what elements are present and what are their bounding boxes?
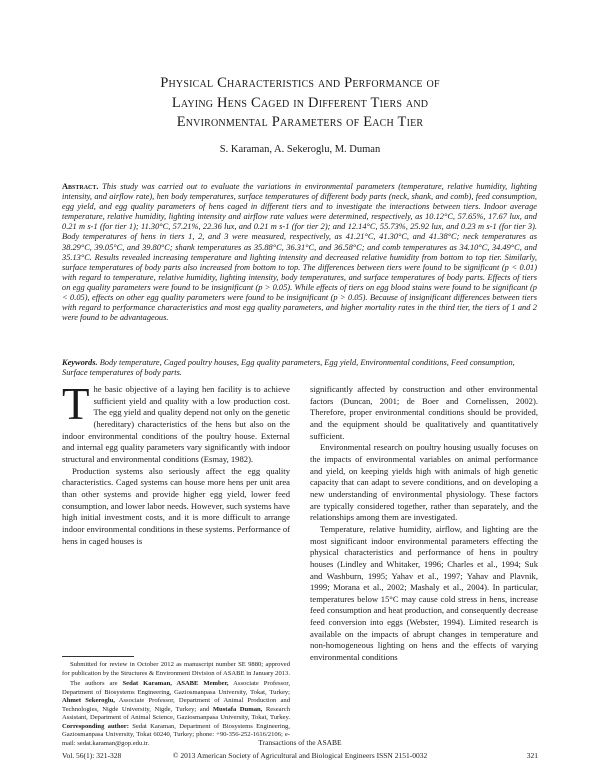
body-paragraph: significantly affected by construction and other environmental factors (Duncan, 2001; de Boer and Cornelissen, 2002). Therefore, proper environmental conditions should be provided, and the equipment should be qualitatively and quantitatively sufficient. [310,384,538,441]
author-list: S. Karaman, A. Sekeroglu, M. Duman [219,144,381,155]
journal-name: Transactions of the ASABE [258,738,342,747]
body-paragraph: Environmental research on poultry housing usually focuses on the impacts of environmental variables on animal performance and yield, on keeping yields high with animals of high genetic capacity that can adapt to severe conditions, and on developing a new understanding of environmental physiology. These factors are typically considered together, rather than separately, and the relationships among them are investigated. [310,442,538,523]
copyright: © 2013 American Society of Agricultural and Biological Engineers ISSN 2151-0032 [172,751,428,760]
body-column-right [310,384,538,664]
volume-info: Vol. 56(1): 321-328 [62,751,122,760]
footnote-rule [62,656,134,657]
footnote-text: Associate Professor, Department of Biosystems Engineering, Gaziosmanpasa University, Tokat, Turkey; [62,680,290,696]
footnote-text: Research Assistant, Department of Animal Science, Gaziosmanpasa University, Tokat, Turkey. [62,705,291,721]
abstract-text: This study was carried out to evaluate the variations in environmental parameters (temperature, relative humidity, lighting intensity, and airflow rate), hen body temperatures, surface temperatures of different body parts (neck, shank, and comb), feed consumption, egg yield, and egg quality parameters of hens caged in different tiers and to investigate the interactions between tiers. Indoor average temperature, relative humidity, lighting intensity and airflow rate values were determined, respectively, as 10.12°C, 57.65%, 17.67 lux, and 0.21 m s-1 (for tier 1); 11.30°C, 57.21%, 22.36 lux, and 0.21 m s-1 (for tier 2); and 12.14°C, 55.73%, 25.92 lux, and 0.23 m s-1 (for tier 3). Body temperatures of hens in tiers 1, 2, and 3 were measured, respectively, as 41.21°C, 41.30°C, and 41.38°C; neck temperatures as 38.29°C, 39.05°C, and 39.80°C; shank temperatures as 35.88°C, 36.31°C, and 36.58°C; and comb temperatures as 34.10°C, 34.49°C, and 35.13°C. Results revealed increasing temperature and lighting intensity and decreased relative humidity from bottom to top tier. Similarly, surface temperatures of body parts also increased from bottom to top. The differences between tiers were found to be significant (p < 0.01) with regard to temperature, relative humidity, lighting intensity, body temperatures, and surface temperatures of body parts. Effects of tiers on egg quality parameters were found to be insignificant (p > 0.05). While effects of tiers on egg blood stains were found to be significant (p < 0.05), effects on other egg quality parameters were found to be insignificant (p > 0.05). Because of insignificant differences between tiers with regard to performance characteristics and most egg quality parameters, and higher mortality rates in the third tier, the tiers of 1 and 2 were found to be advantageous. [62,182,537,323]
keywords-label: Keywords. [62,358,98,367]
footnote-text: Sedat Karaman, Department of Biosystems Engineering, Gaziosmanpasa University, Tokat 60240, Turkey; phone: +90-356-252-1616/2106; e-mail: sedat.karaman@gop.edu.tr. [62,722,290,747]
paragraph-text: he basic objective of a laying hen facility is to achieve sufficient yield and quality with a low production cost. The egg yield and quality depend not only on the genetic (hereditary) characteristics of the hens but also on the indoor environmental conditions of the poultry house. External and internal egg quality parameters vary significantly with indoor structural and environmental conditions (Esmay, 1982). [62,384,290,464]
title-line: Physical Characteristics and Performance of [160,75,440,91]
footnotes [62,661,290,750]
keywords-text: Body temperature, Caged poultry houses, Egg quality parameters, Egg yield, Environmental conditions, Feed consumption, Surface temperatures of body parts. [62,358,515,378]
drop-cap: T [62,379,90,429]
paper-title [70,74,530,133]
abstract-label: Abstract. [62,182,99,191]
page-number: 321 [526,751,538,760]
keywords [62,358,537,378]
body-paragraph [62,379,290,466]
author-name: Ahmet Sekeroglu, [62,697,115,704]
author-name: Mustafa Duman, [212,705,263,713]
abstract [62,182,537,323]
footnote-submitted: Submitted for review in October 2012 as manuscript number SE 9880; approved for publication by the Structures & Environment Division of ASABE in January 2013. [62,661,291,677]
title-line: Laying Hens Caged in Different Tiers and [171,94,429,111]
body-paragraph: Temperature, relative humidity, airflow, and lighting are the most significant indoor environmental parameters effecting the physical characteristics and performance of hens in poultry houses (Lindley and Whitaker, 1996; Charles et al., 1994; Suk and Washburn, 1995; Yahav et al., 1997; Yahav and Plavnik, 1999; Morana et al., 2002; Mashaly et al., 2004). In particular, temperatures below 15°C may cause cold stress in hens, increase feed consumption and heat production, and consequently decrease feed conversion into eggs (Webster, 1994). Limited research is available on the impacts of abrupt changes in temperature and non-homogeneous lighting on hens and the effects of varying environmental conditions [310,523,538,663]
corresponding-label: Corresponding author: [62,722,129,730]
body-column-left [62,379,290,547]
body-paragraph: Production systems also seriously affect the egg quality characteristics. Caged systems can house more hens per unit area than other systems and provide higher egg yield, lower feed consumption, and lower labor needs. However, such systems have high initial investment costs, and it is more difficult to arrange indoor environmental conditions in these systems. Performance of hens in caged houses is [62,465,290,546]
title-line: Environmental Parameters of Each Tier [176,114,424,130]
footnote-text: Associate Professor, Department of Animal Production and Technologies, Nigde University, Nigde, Turkey; and [62,697,290,713]
author-name: Sedat Karaman, ASABE Member, [122,680,229,687]
footnote-text: The authors are [70,680,123,687]
